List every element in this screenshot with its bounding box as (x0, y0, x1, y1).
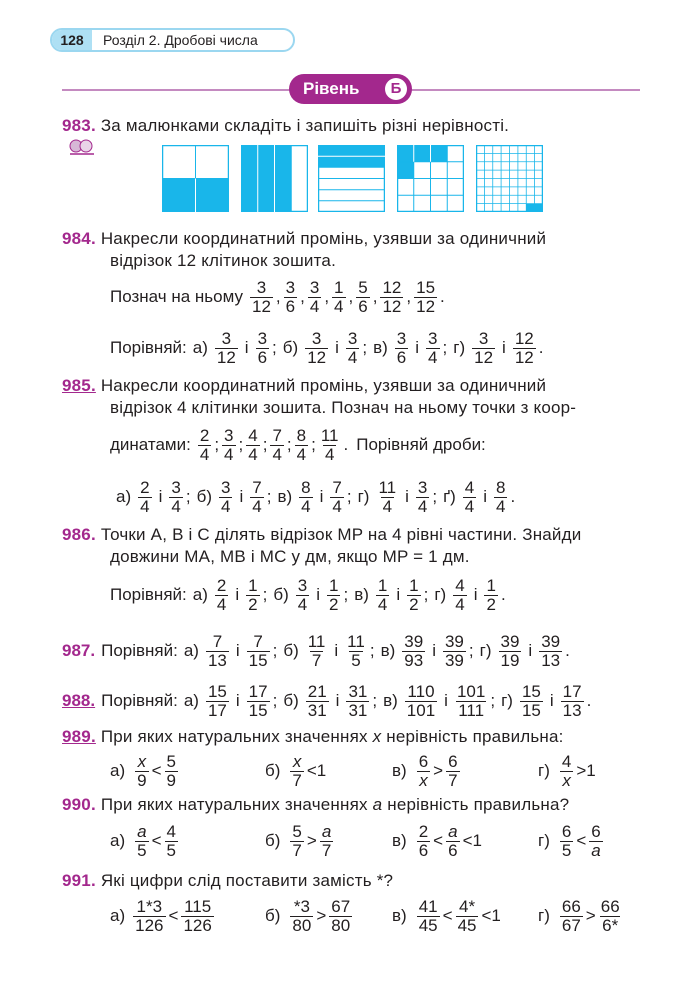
problem-990-c: в) $\frac{2}{6}$ < $\frac{a}{6}$ <1 (392, 821, 482, 860)
problem-984-mark (110, 272, 445, 322)
problem-number: 990. (62, 795, 96, 814)
problem-number: 989. (62, 727, 96, 746)
fraction: $\frac{7}{4}$ (252, 477, 262, 516)
problem-991-c: в) $\frac{41}{45}$ < $\frac{4*}{45}$ <1 (392, 896, 501, 935)
variable: a (372, 795, 383, 814)
fraction: $\frac{1}{4}$ (334, 277, 344, 316)
fraction: $\frac{4*}{45}$ (457, 896, 477, 935)
problem-984-compare (110, 323, 543, 373)
fraction: $\frac{12}{12}$ (382, 277, 402, 316)
problem-number: 983. (62, 116, 96, 135)
fraction: $\frac{4}{4}$ (464, 477, 475, 516)
problem-991 (62, 870, 393, 892)
fraction: $\frac{67}{80}$ (331, 896, 351, 935)
fraction: $\frac{a}{5}$ (137, 821, 147, 860)
fraction: $\frac{115}{126}$ (183, 896, 212, 935)
fraction: $\frac{101}{111}$ (456, 681, 486, 720)
fraction: $\frac{2}{4}$ (140, 477, 150, 516)
fraction: $\frac{39}{19}$ (500, 631, 520, 670)
problem-991-a: а) $\frac{1*3}{126}$ < $\frac{115}{126}$ (110, 896, 212, 935)
problem-number: 986. (62, 525, 96, 544)
problem-text: Накресли координатний промінь, узявши за одиничний (100, 376, 547, 395)
item-letter: г) (538, 906, 550, 925)
fraction: $\frac{66}{67}$ (561, 896, 581, 935)
problem-text-2: нерівність правильна: (386, 727, 564, 746)
fraction: $\frac{3}{4}$ (309, 277, 320, 316)
problem-990-a: а) $\frac{a}{5}$ < $\frac{4}{5}$ (110, 821, 176, 860)
fraction: $\frac{6}{a}$ (591, 821, 601, 860)
problem-number: 985. (62, 376, 96, 395)
problem-986-compare (110, 570, 506, 620)
fraction: $\frac{39}{93}$ (404, 631, 424, 670)
fraction: $\frac{15}{17}$ (207, 681, 227, 720)
fraction: $\frac{7}{13}$ (207, 631, 227, 670)
item-letter: б) (265, 906, 281, 925)
item-letter: а) (110, 906, 126, 925)
item-letter: б) (265, 761, 281, 780)
problem-989 (62, 726, 564, 748)
problem-985-line1 (62, 375, 546, 397)
compare-label: Порівняй: (101, 641, 178, 660)
problem-text: За малюнками складіть і запишіть різні нерівності. (100, 116, 510, 135)
fraction: $\frac{3}{4}$ (297, 575, 308, 614)
fraction: $\frac{31}{31}$ (348, 681, 368, 720)
fraction: $\frac{3}{12}$ (307, 328, 327, 367)
fraction: $\frac{41}{45}$ (418, 896, 438, 935)
problem-988 (62, 676, 591, 726)
compare-pairs: а) $\frac{15}{17}$ і $\frac{17}{15}$ ; б) $\frac{21}{31}$ і $\frac{31}{31}$ ; в) $\frac{110}{101}$ і $\frac{101}{111}$ ; г) $\frac{15}{15}$ і $\frac{17}{13}$ . (183, 681, 592, 720)
fraction: $\frac{*3}{80}$ (292, 896, 312, 935)
problem-985-coords (110, 420, 486, 470)
problem-text: Які цифри слід поставити замість *? (100, 871, 394, 890)
fraction: $\frac{15}{15}$ (521, 681, 541, 720)
fraction: $\frac{1}{2}$ (409, 575, 419, 614)
fraction: $\frac{1*3}{126}$ (135, 896, 164, 935)
fraction: $\frac{3}{6}$ (257, 328, 268, 367)
fraction: $\frac{8}{4}$ (496, 477, 506, 516)
problem-984-line1 (62, 228, 546, 250)
fraction: $\frac{3}{6}$ (396, 328, 407, 367)
compare-label: Порівняй: (110, 338, 187, 357)
fraction: $\frac{7}{4}$ (332, 477, 342, 516)
item-letter: в) (392, 906, 407, 925)
fraction: $\frac{6}{5}$ (561, 821, 572, 860)
problem-991-b: б) $\frac{*3}{80}$ > $\frac{67}{80}$ (265, 896, 351, 935)
problem-text: Накресли координатний промінь, узявши за одиничний (100, 229, 547, 248)
fraction: $\frac{a}{6}$ (448, 821, 458, 860)
item-letter: в) (392, 761, 407, 780)
problem-983 (62, 115, 509, 137)
fraction: $\frac{3}{4}$ (224, 425, 234, 464)
problem-990 (62, 794, 569, 816)
problem-990-b: б) $\frac{5}{7}$ > $\frac{a}{7}$ (265, 821, 332, 860)
fraction: $\frac{x}{7}$ (292, 751, 302, 790)
chapter-title: Розділ 2. Дробові числа (103, 32, 258, 48)
figure-grid-2 (241, 145, 308, 212)
fraction: $\frac{3}{4}$ (417, 477, 428, 516)
fraction: $\frac{17}{15}$ (248, 681, 268, 720)
fraction: $\frac{4}{4}$ (455, 575, 465, 614)
fraction: $\frac{17}{13}$ (562, 681, 582, 720)
fraction: $\frac{21}{31}$ (307, 681, 327, 720)
problem-985-compare (110, 472, 515, 522)
fraction: $\frac{1}{2}$ (328, 575, 339, 614)
problem-989-d: г) $\frac{4}{x}$ >1 (538, 751, 596, 790)
item-letter: б) (265, 831, 281, 850)
fraction: $\frac{12}{12}$ (514, 328, 534, 367)
fraction: $\frac{66}{6*}$ (600, 896, 620, 935)
fraction: $\frac{8}{4}$ (301, 477, 311, 516)
compare-pairs: а) $\frac{2}{4}$ і $\frac{1}{2}$ ; б) $\frac{3}{4}$ і $\frac{1}{2}$ ; в) $\frac{1}{4}$ і $\frac{1}{2}$ ; г) $\frac{4}{4}$ і $\frac{1}{2}$ . (192, 575, 506, 614)
compare-label: Порівняй: (110, 585, 187, 604)
problem-989-a: а) $\frac{x}{9}$ < $\frac{5}{9}$ (110, 751, 176, 790)
page-number: 128 (52, 30, 92, 50)
fraction: $\frac{39}{13}$ (541, 631, 561, 670)
problem-text: Точки A, B і C ділять відрізок MP на 4 рівні частини. Знайди (100, 525, 582, 544)
fraction: $\frac{2}{4}$ (216, 575, 227, 614)
compare-text: Порівняй дроби: (356, 435, 486, 454)
problem-991-d: г) $\frac{66}{67}$ > $\frac{66}{6*}$ (538, 896, 620, 935)
problem-text-2: нерівність правильна? (387, 795, 570, 814)
fraction: $\frac{2}{6}$ (418, 821, 429, 860)
mark-label: Познач на ньому (110, 287, 243, 306)
fraction: $\frac{15}{12}$ (416, 277, 436, 316)
fraction: $\frac{3}{12}$ (251, 277, 271, 316)
problem-985-line2: відрізок 4 клітинки зошита. Познач на ньому точки з коор- (110, 398, 577, 417)
fraction: $\frac{39}{39}$ (444, 631, 464, 670)
fraction: $\frac{3}{4}$ (171, 477, 181, 516)
problem-text-1: При яких натуральних значеннях (100, 795, 368, 814)
item-letter: а) (110, 761, 126, 780)
problem-987 (62, 626, 570, 676)
fraction: $\frac{4}{x}$ (561, 751, 572, 790)
problem-number: 991. (62, 871, 96, 890)
compare-label: Порівняй: (101, 691, 178, 710)
fraction: $\frac{6}{7}$ (448, 751, 458, 790)
figure-grid-4 (397, 145, 464, 212)
problem-number: 988. (62, 691, 96, 710)
fraction: $\frac{2}{4}$ (199, 425, 210, 464)
problem-989-b: б) $\frac{x}{7}$ <1 (265, 751, 327, 790)
fraction: $\frac{7}{4}$ (272, 425, 282, 464)
fraction: $\frac{11}{7}$ (307, 631, 326, 670)
fraction: $\frac{3}{12}$ (474, 328, 494, 367)
problem-number: 987. (62, 641, 96, 660)
coords-label: динатами: (110, 435, 191, 454)
level-letter: Б (385, 78, 407, 100)
fraction: $\frac{11}{4}$ (320, 425, 339, 464)
problem-984-line2: відрізок 12 клітинок зошита. (110, 251, 336, 270)
fraction: $\frac{5}{6}$ (358, 277, 368, 316)
fraction: $\frac{8}{4}$ (296, 425, 307, 464)
fraction: $\frac{4}{4}$ (248, 425, 258, 464)
problem-986-line2: довжини MA, MB і MC у дм, якщо MP = 1 дм. (110, 547, 470, 566)
fraction: $\frac{1}{2}$ (486, 575, 496, 614)
compare-pairs: а) $\frac{3}{12}$ і $\frac{3}{6}$ ; б) $\frac{3}{12}$ і $\frac{3}{4}$ ; в) $\frac{3}{6}$ і $\frac{3}{4}$ ; г) $\frac{3}{12}$ і $\frac{12}{12}$ . (192, 328, 544, 367)
page-header (50, 28, 295, 52)
item-letter: а) (110, 831, 126, 850)
fraction: $\frac{3}{4}$ (428, 328, 438, 367)
fraction: $\frac{6}{x}$ (418, 751, 429, 790)
mark-fractions: $\frac{3}{12}$ , $\frac{3}{6}$ , $\frac{3}{4}$ , $\frac{1}{4}$ , $\frac{5}{6}$ , $\frac{12}{12}$ , $\frac{15}{12}$ . (251, 277, 445, 316)
problem-986-line1 (62, 524, 581, 546)
figure-grid-1 (162, 145, 229, 212)
magnifier-icon (66, 138, 98, 158)
fraction: $\frac{x}{9}$ (137, 751, 147, 790)
item-letter: в) (392, 831, 407, 850)
fraction: $\frac{3}{12}$ (216, 328, 236, 367)
level-badge (289, 74, 412, 104)
fraction: $\frac{11}{4}$ (378, 477, 397, 516)
problem-989-c: в) $\frac{6}{x}$ > $\frac{6}{7}$ (392, 751, 458, 790)
fraction: $\frac{1}{4}$ (377, 575, 388, 614)
fraction: $\frac{5}{7}$ (292, 821, 302, 860)
fraction: $\frac{11}{5}$ (347, 631, 365, 670)
fraction: $\frac{1}{2}$ (248, 575, 258, 614)
problem-990-d: г) $\frac{6}{5}$ < $\frac{6}{a}$ (538, 821, 601, 860)
fraction: $\frac{3}{6}$ (285, 277, 296, 316)
problem-text-1: При яких натуральних значеннях (100, 727, 368, 746)
fraction: $\frac{3}{4}$ (220, 477, 231, 516)
figure-grid-3 (318, 145, 385, 212)
compare-pairs: а) $\frac{7}{13}$ і $\frac{7}{15}$ ; б) $\frac{11}{7}$ і $\frac{11}{5}$ ; в) $\frac{39}{93}$ і $\frac{39}{39}$ ; г) $\frac{39}{19}$ і $\frac{39}{13}$ . (183, 631, 570, 670)
compare-pairs: а) $\frac{2}{4}$ і $\frac{3}{4}$ ; б) $\frac{3}{4}$ і $\frac{7}{4}$ ; в) $\frac{8}{4}$ і $\frac{7}{4}$ ; г) $\frac{11}{4}$ і $\frac{3}{4}$ ; ґ) $\frac{4}{4}$ і $\frac{8}{4}$ . (116, 477, 516, 516)
fraction: $\frac{110}{101}$ (406, 681, 436, 720)
item-letter: г) (538, 831, 550, 850)
fraction: $\frac{4}{5}$ (166, 821, 176, 860)
fraction: $\frac{3}{4}$ (347, 328, 358, 367)
figure-grid-5 (476, 145, 543, 212)
item-letter: г) (538, 761, 550, 780)
level-label: Рівень (303, 79, 360, 98)
coord-fractions: $\frac{2}{4}$ ; $\frac{3}{4}$ ; $\frac{4}{4}$ ; $\frac{7}{4}$ ; $\frac{8}{4}$ ; $\frac{11}{4}$ . (199, 425, 349, 464)
problem-number: 984. (62, 229, 96, 248)
fraction: $\frac{7}{15}$ (248, 631, 268, 670)
fraction: $\frac{a}{7}$ (321, 821, 332, 860)
fraction: $\frac{5}{9}$ (166, 751, 176, 790)
variable: x (372, 727, 382, 746)
